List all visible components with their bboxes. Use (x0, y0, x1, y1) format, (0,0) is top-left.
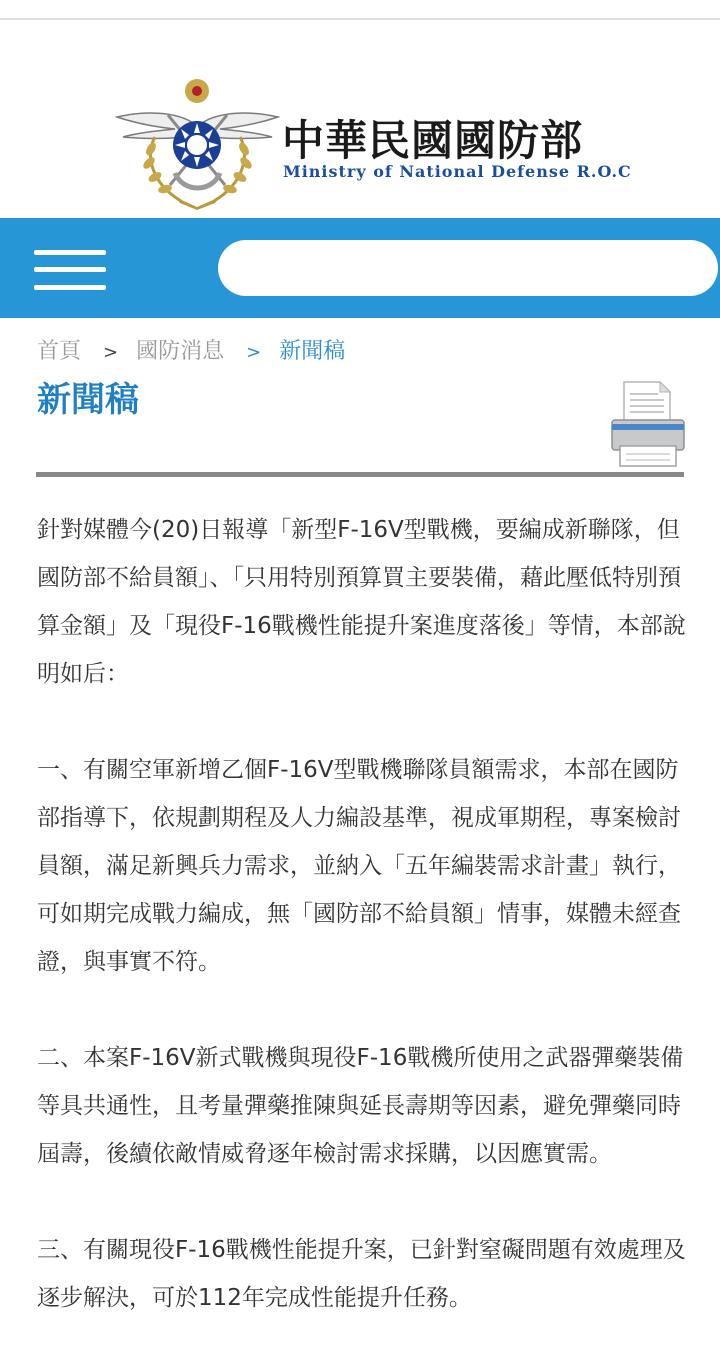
search-input[interactable] (218, 240, 718, 296)
menu-line (34, 250, 106, 255)
article-paragraph-3: 三、有關現役F-16戰機性能提升案，已針對窒礙問題有效處理及逐步解決，可於112年完成性能提升任務。 (37, 1237, 686, 1311)
menu-line (34, 267, 106, 272)
breadcrumb-defense-news-link[interactable]: 國防消息 (136, 339, 225, 364)
site-header (0, 20, 720, 218)
article-intro-paragraph: 針對媒體今(20)日報導「新型F-16V型戰機，要編成新聯隊，但國防部不給員額」、「只用特別預算買主要裝備，藉此壓低特別預算金額」及「現役F-16戰機性能提升案進度落後」等情，本部說明如后： (37, 517, 686, 687)
breadcrumb (37, 334, 345, 365)
article-body (37, 506, 692, 1370)
navigation-bar (0, 218, 720, 318)
title-divider (36, 472, 684, 477)
hamburger-menu-icon[interactable] (34, 250, 106, 290)
breadcrumb-separator: > (103, 342, 119, 363)
site-subtitle: Ministry of National Defense R.O.C (283, 162, 632, 181)
article-paragraph-1: 一、有關空軍新增乙個F-16V型戰機聯隊員額需求，本部在國防部指導下，依規劃期程及人力編設基準，視成軍期程，專案檢討員額，滿足新興兵力需求，並納入「五年編裝需求計畫」執行，可如期完成戰力編成，無「國防部不給員額」情事，媒體未經查證，與事實不符。 (37, 757, 681, 975)
breadcrumb-separator: > (246, 342, 262, 363)
page-title: 新聞稿 (37, 380, 139, 420)
printer-icon[interactable] (608, 378, 690, 470)
menu-line (34, 285, 106, 290)
breadcrumb-home-link[interactable]: 首頁 (37, 339, 82, 364)
article-paragraph-2: 二、本案F-16V新式戰機與現役F-16戰機所使用之武器彈藥裝備等具共通性，且考量彈藥推陳與延長壽期等因素，避免彈藥同時屆壽，後續依敵情威脅逐年檢討需求採購，以因應實需。 (37, 1045, 684, 1167)
breadcrumb-current-page[interactable]: 新聞稿 (279, 339, 346, 364)
mnd-emblem-icon[interactable] (115, 75, 280, 210)
site-title: 中華民國國防部 (282, 116, 584, 165)
